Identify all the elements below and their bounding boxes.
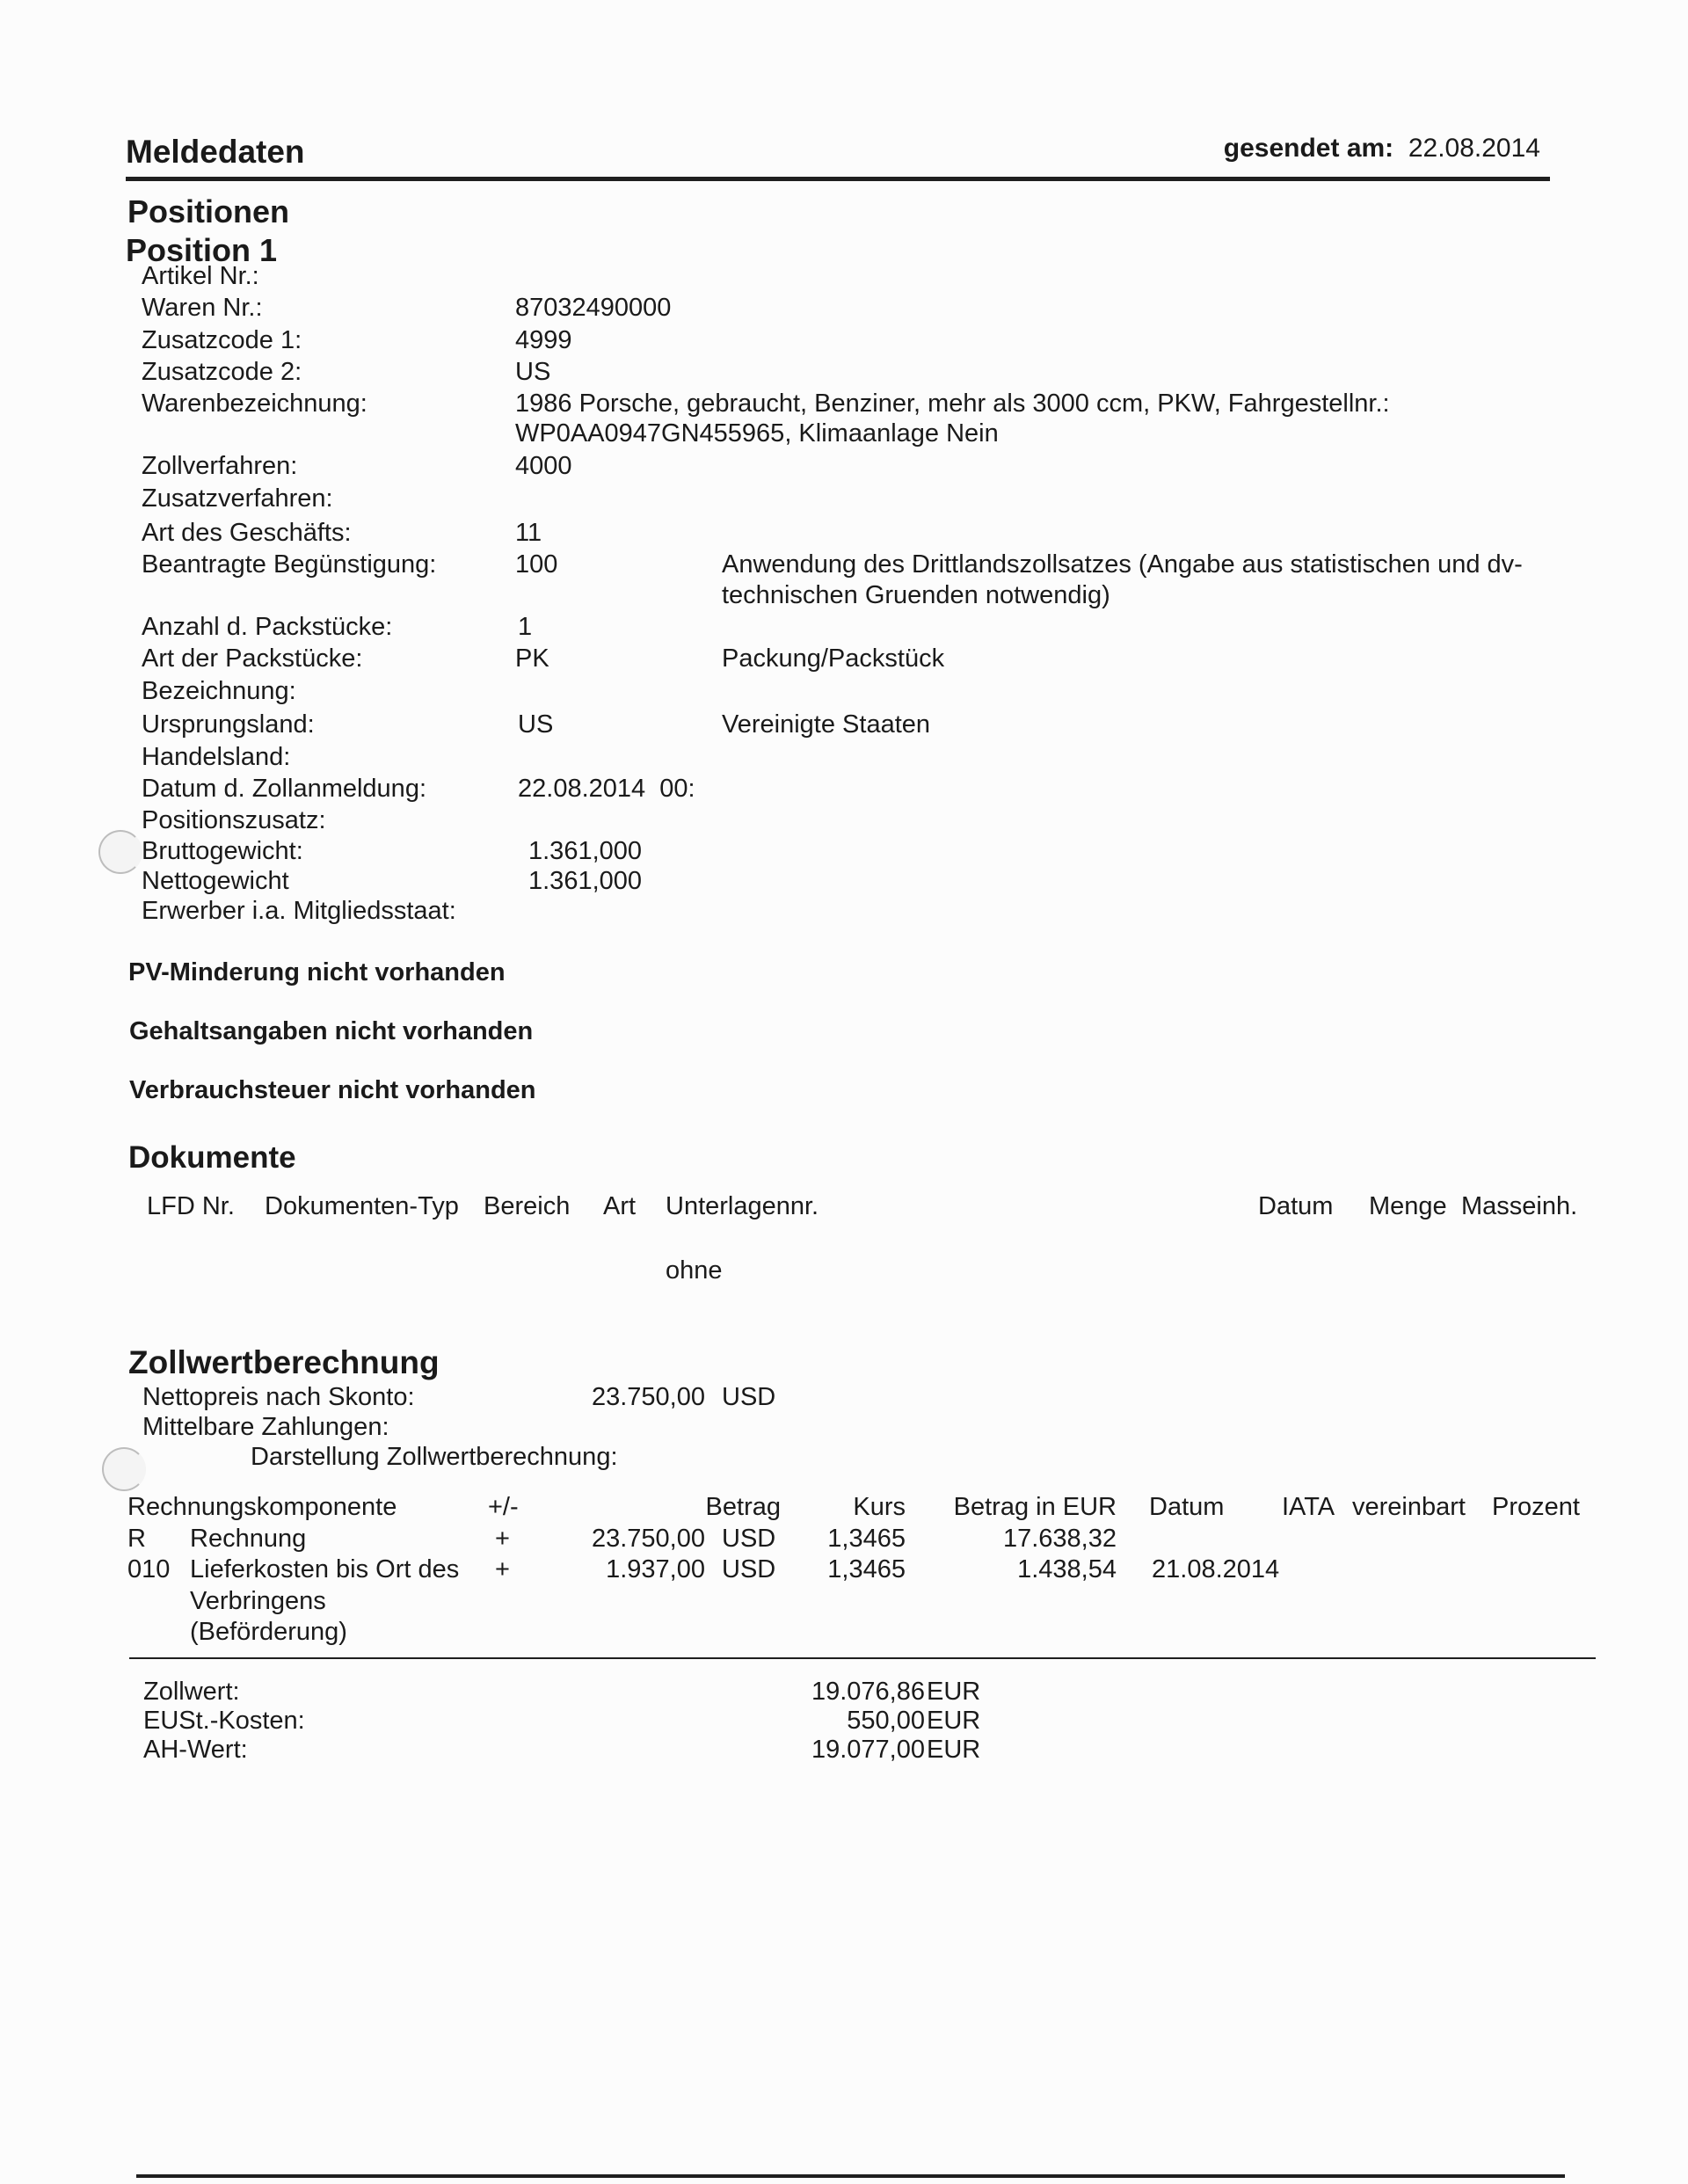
col-menge: Menge [1369,1192,1447,1220]
field-value: US [518,710,554,739]
field-row [142,419,1601,451]
position-heading: Position 1 [126,232,278,268]
field-row [142,389,1601,421]
field-label: Bezeichnung: [142,677,296,705]
col-datum: Datum [1258,1192,1334,1220]
field-value: 1.361,000 [528,837,643,865]
netto-currency: USD [722,1383,776,1411]
field-row [142,710,1601,742]
col-dokumenten-typ: Dokumenten-Typ [265,1192,459,1220]
row-betrag-eur: 17.638,32 [1002,1525,1117,1553]
field-label: Ursprungsland: [142,710,315,739]
mittelbar-label: Mittelbare Zahlungen: [142,1413,389,1441]
total-value: 550,00 [847,1707,925,1735]
row-sign: + [495,1525,510,1553]
row-kurs: 1,3465 [827,1555,906,1583]
field-value-continued: WP0AA0947GN455965, Klimaanlage Nein [515,419,999,448]
field-description: Anwendung des Drittlandszollsatzes (Angabe aus statistischen und dv- [722,550,1523,579]
total-label: EUSt.-Kosten: [143,1707,305,1735]
col-iata: IATA [1282,1493,1335,1521]
col-lfd-nr: LFD Nr. [147,1192,235,1220]
field-row [142,262,1601,294]
col-datum: Datum [1149,1493,1225,1521]
netto-label: Nettopreis nach Skonto: [142,1383,415,1411]
row-betrag-eur: 1.438,54 [1017,1555,1117,1583]
col-masseinh: Masseinh. [1461,1192,1578,1220]
positionen-heading: Positionen [127,193,290,229]
col-unterlagennr: Unterlagennr. [666,1192,819,1220]
field-row [142,613,1601,644]
field-value: 4999 [515,326,572,354]
field-label: Beantragte Begünstigung: [142,550,437,579]
field-value: 100 [515,550,558,579]
col-bereich: Bereich [484,1192,571,1220]
field-row [142,677,1601,709]
col-betrag-eur: Betrag in EUR [953,1493,1117,1521]
col-betrag: Betrag [705,1493,781,1521]
field-label: Datum d. Zollanmeldung: [142,775,426,803]
field-label: Positionszusatz: [142,806,326,834]
field-label: Bruttogewicht: [142,837,303,865]
total-value: 19.076,86 [811,1678,925,1706]
field-label: Warenbezeichnung: [142,389,367,418]
footer-rule [136,2174,1565,2178]
field-row [142,775,1601,806]
row-datum: 21.08.2014 [1152,1555,1280,1583]
row-name: Rechnung [190,1525,307,1553]
total-label: AH-Wert: [143,1736,248,1764]
field-value: 1.361,000 [528,867,643,895]
row-name: Lieferkosten bis Ort des [190,1555,460,1583]
sent-label: gesendet am: [1223,134,1394,163]
field-value: 11 [515,519,542,547]
punch-hole [98,830,142,874]
netto-value: 23.750,00 [591,1383,705,1411]
field-row [142,897,1601,928]
document-title: Meldedaten [126,134,305,170]
field-row [142,358,1601,389]
col-prozent: Prozent [1492,1493,1580,1521]
zollwert-heading: Zollwertberechnung [128,1344,440,1380]
field-description-continued: technischen Gruenden notwendig) [722,581,1110,609]
row-name-continued: (Beförderung) [190,1618,347,1646]
col-art: Art [603,1192,637,1220]
field-value: 1 [518,613,533,641]
field-label: Art der Packstücke: [142,644,363,673]
field-value: 87032490000 [515,294,672,322]
row-betrag: 1.937,00 [606,1555,705,1583]
dokumente-empty: ohne [666,1256,723,1285]
field-description: Vereinigte Staaten [722,710,931,739]
col-sign: +/- [488,1493,519,1521]
field-description: Packung/Packstück [722,644,945,673]
field-label: Zusatzcode 1: [142,326,302,354]
col-kurs: Kurs [853,1493,906,1521]
field-row [142,550,1601,582]
total-currency: EUR [927,1678,981,1706]
field-row [142,867,1601,899]
total-currency: EUR [927,1707,981,1735]
row-code: R [127,1525,146,1553]
field-row [142,484,1601,516]
row-name-continued: Verbringens [190,1587,326,1615]
row-code: 010 [127,1555,171,1583]
punch-hole [102,1447,146,1491]
row-sign: + [495,1555,510,1583]
note-gehaltsangaben: Gehaltsangaben nicht vorhanden [129,1017,534,1045]
field-row [142,452,1601,484]
field-label: Anzahl d. Packstücke: [142,613,393,641]
field-label: Nettogewicht [142,867,289,895]
field-value: 22.08.2014 00: [518,775,695,803]
total-label: Zollwert: [143,1678,240,1706]
field-row [142,581,1601,613]
note-verbrauchsteuer: Verbrauchsteuer nicht vorhanden [129,1076,536,1104]
col-vereinbart: vereinbart [1352,1493,1466,1521]
field-label: Waren Nr.: [142,294,263,322]
field-row [142,644,1601,676]
field-row [142,326,1601,358]
field-value: 4000 [515,452,572,480]
field-label: Erwerber i.a. Mitgliedsstaat: [142,897,456,925]
field-value: PK [515,644,549,673]
sent-date-block [1224,134,1540,164]
field-label: Handelsland: [142,743,291,771]
table-divider [129,1657,1596,1659]
field-value: 1986 Porsche, gebraucht, Benziner, mehr als 3000 ccm, PKW, Fahrgestellnr.: [515,389,1390,418]
header-rule [126,177,1550,181]
field-label: Artikel Nr.: [142,262,259,290]
field-label: Zusatzverfahren: [142,484,333,513]
field-row [142,294,1601,325]
field-label: Zollverfahren: [142,452,298,480]
field-label: Zusatzcode 2: [142,358,302,386]
row-currency: USD [722,1525,776,1553]
field-row [142,519,1601,550]
darstellung-label: Darstellung Zollwertberechnung: [251,1443,618,1471]
field-label: Art des Geschäfts: [142,519,352,547]
row-currency: USD [722,1555,776,1583]
total-currency: EUR [927,1736,981,1764]
field-row [142,806,1601,838]
field-row [142,743,1601,775]
row-betrag: 23.750,00 [591,1525,705,1553]
field-value: US [515,358,551,386]
row-kurs: 1,3465 [827,1525,906,1553]
total-value: 19.077,00 [811,1736,925,1764]
sent-date: 22.08.2014 [1408,134,1540,163]
col-rechnungskomponente: Rechnungskomponente [127,1493,397,1521]
field-row [142,837,1601,869]
note-pv-minderung: PV-Minderung nicht vorhanden [128,958,506,986]
dokumente-heading: Dokumente [128,1140,296,1175]
